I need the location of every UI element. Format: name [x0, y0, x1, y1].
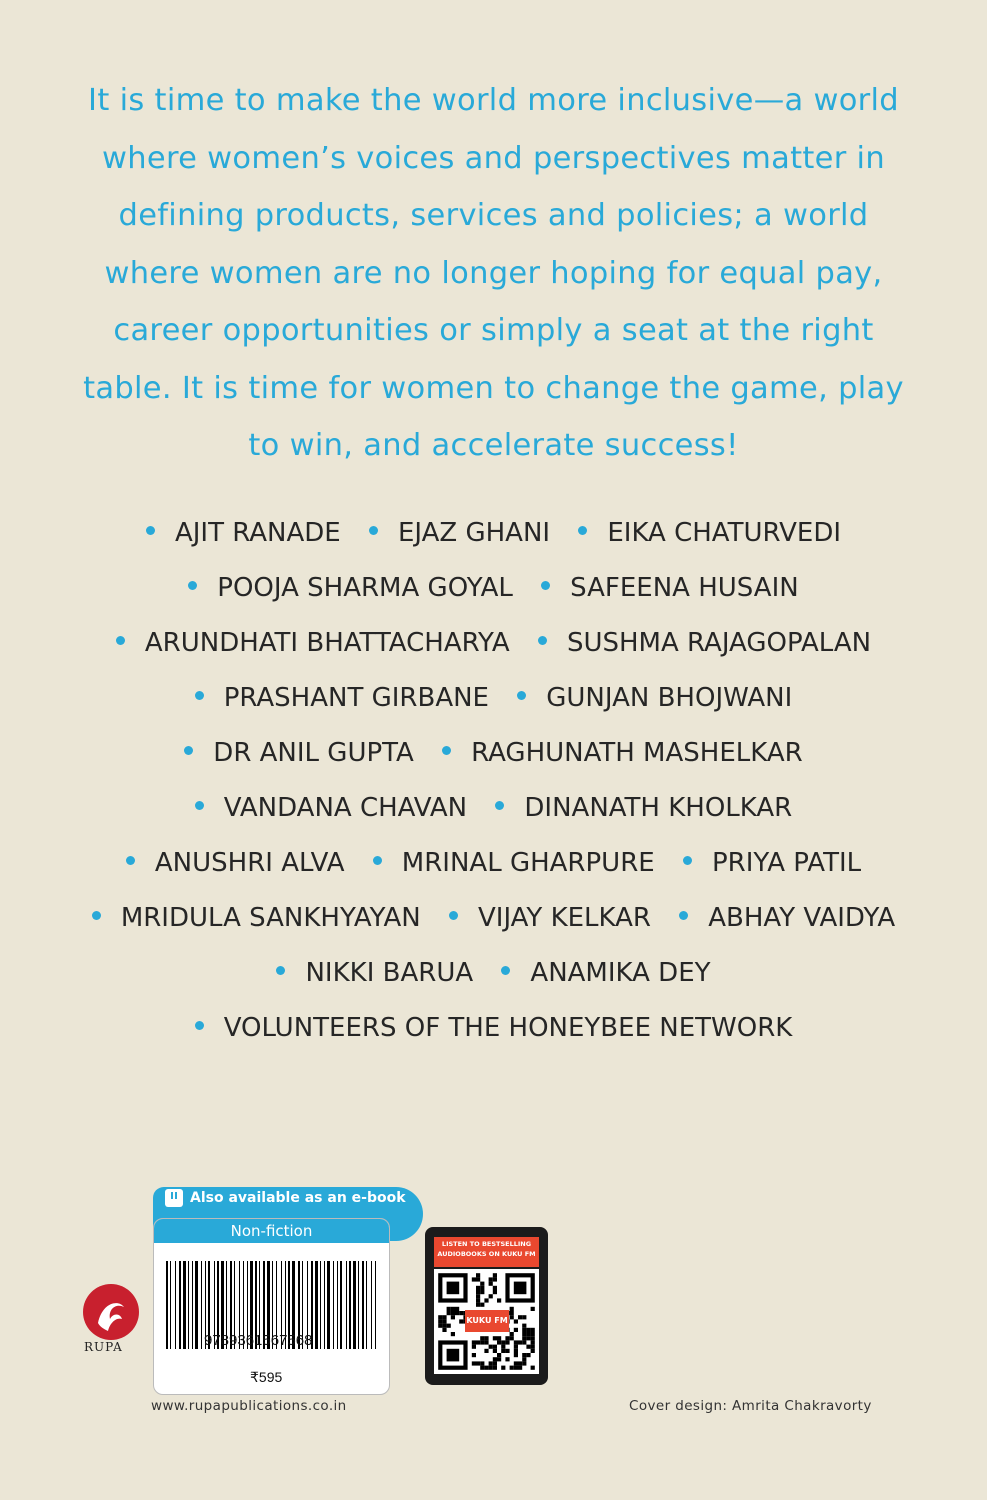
contributor-name: GUNJAN BHOJWANI: [546, 683, 793, 713]
price: ₹595: [250, 1369, 283, 1385]
contributor: [195, 1001, 793, 1056]
contributor: [517, 671, 792, 726]
bullet-icon: [442, 746, 451, 755]
bullet-icon: [578, 526, 587, 535]
blurb-line: to win, and accelerate success!: [248, 428, 739, 463]
contributor-name: MRINAL GHARPURE: [401, 848, 655, 878]
bullet-icon: [517, 691, 526, 700]
contributor: [188, 561, 513, 616]
contributor-row: [0, 836, 987, 891]
contributor-row: [0, 891, 987, 946]
contributor-row: [0, 1001, 987, 1056]
contributor: [184, 726, 414, 781]
contributor: [442, 726, 803, 781]
publisher-name: RUPA: [84, 1340, 123, 1354]
bullet-icon: [683, 856, 692, 865]
contributor-row: [0, 616, 987, 671]
contributor-name: AJIT RANADE: [174, 518, 341, 548]
contributor: [373, 836, 655, 891]
contributor-row: [0, 781, 987, 836]
contributor-row: [0, 726, 987, 781]
contributor-name: DR ANIL GUPTA: [213, 738, 414, 768]
contributor-name: EJAZ GHANI: [397, 518, 551, 548]
contributor: [495, 781, 792, 836]
cover-credit: Cover design: Amrita Chakravorty: [629, 1398, 872, 1414]
blurb-line: where women are no longer hoping for equal pay,: [104, 255, 883, 291]
blurb-line: where women’s voices and perspectives matter in: [102, 140, 885, 176]
contributor-row: [0, 671, 987, 726]
contributor-name: SUSHMA RAJAGOPALAN: [566, 628, 872, 658]
contributor: [116, 616, 510, 671]
isbn: 9789361567568: [204, 1332, 313, 1349]
bullet-icon: [501, 966, 510, 975]
publisher-website[interactable]: www.rupapublications.co.in: [151, 1398, 347, 1414]
contributor: [146, 506, 341, 561]
bullet-icon: [679, 911, 688, 920]
ebook-prefix: Also available as an: [190, 1190, 352, 1206]
genre-label: Non-fiction: [154, 1219, 389, 1243]
contributor: [541, 561, 799, 616]
ebook-bold: e-book: [351, 1190, 406, 1206]
blurb-line: career opportunities or simply a seat at the right: [113, 313, 874, 348]
contributor-name: ANAMIKA DEY: [530, 958, 711, 988]
bullet-icon: [373, 856, 382, 865]
ebook-notice: [190, 1190, 406, 1206]
contributor-name: DINANATH KHOLKAR: [524, 793, 793, 823]
contributor-name: ABHAY VAIDYA: [708, 903, 896, 933]
contributor-name: VIJAY KELKAR: [477, 903, 651, 933]
blurb: [60, 72, 927, 475]
contributor-row: [0, 506, 987, 561]
bullet-icon: [369, 526, 378, 535]
blurb-line: table. It is time for women to change the game, play: [83, 370, 904, 406]
contributor-name: EIKA CHATURVEDI: [607, 518, 842, 548]
rupa-logo: [80, 1283, 142, 1341]
contributor-name: VOLUNTEERS OF THE HONEYBEE NETWORK: [223, 1013, 793, 1043]
bullet-icon: [146, 526, 155, 535]
contributor: [276, 946, 473, 1001]
blurb-line: It is time to make the world more inclusive—a world: [88, 83, 899, 118]
bullet-icon: [184, 746, 193, 755]
contributor: [578, 506, 841, 561]
bullet-icon: [495, 801, 504, 810]
contributor-name: ARUNDHATI BHATTACHARYA: [144, 628, 510, 658]
contributor-name: PRASHANT GIRBANE: [223, 683, 489, 713]
contributor-row: [0, 561, 987, 616]
bullet-icon: [126, 856, 135, 865]
contributor-name: POOJA SHARMA GOYAL: [217, 573, 513, 603]
contributor: [501, 946, 710, 1001]
blurb-line: defining products, services and policies; a world: [118, 198, 869, 233]
contributor-name: SAFEENA HUSAIN: [570, 573, 799, 603]
contributor-name: ANUSHRI ALVA: [154, 848, 345, 878]
bullet-icon: [538, 636, 547, 645]
bullet-icon: [541, 581, 550, 590]
contributor: [449, 891, 651, 946]
contributor: [679, 891, 895, 946]
contributor-name: RAGHUNATH MASHELKAR: [471, 738, 803, 768]
contributor-name: MRIDULA SANKHYAYAN: [120, 903, 421, 933]
contributor: [92, 891, 421, 946]
download-icon: [165, 1189, 183, 1207]
bullet-icon: [195, 691, 204, 700]
bullet-icon: [188, 581, 197, 590]
contributor-name: NIKKI BARUA: [305, 958, 474, 988]
contributor: [126, 836, 345, 891]
contributor-list: [0, 506, 987, 1056]
contributor-name: VANDANA CHAVAN: [223, 793, 468, 823]
contributor: [195, 781, 467, 836]
contributor: [195, 671, 489, 726]
contributor-name: PRIYA PATIL: [711, 848, 862, 878]
kuku-headline: LISTEN TO BESTSELLING AUDIOBOOKS ON KUKU FM: [434, 1237, 539, 1267]
bullet-icon: [276, 966, 285, 975]
bullet-icon: [116, 636, 125, 645]
bullet-icon: [195, 1021, 204, 1030]
bullet-icon: [449, 911, 458, 920]
bullet-icon: [195, 801, 204, 810]
contributor-row: [0, 946, 987, 1001]
kuku-fm-logo: KUKU FM: [465, 1310, 509, 1332]
contributor: [683, 836, 861, 891]
kuku-fm-card[interactable]: [425, 1227, 548, 1385]
bullet-icon: [92, 911, 101, 920]
contributor: [369, 506, 550, 561]
contributor: [538, 616, 871, 671]
